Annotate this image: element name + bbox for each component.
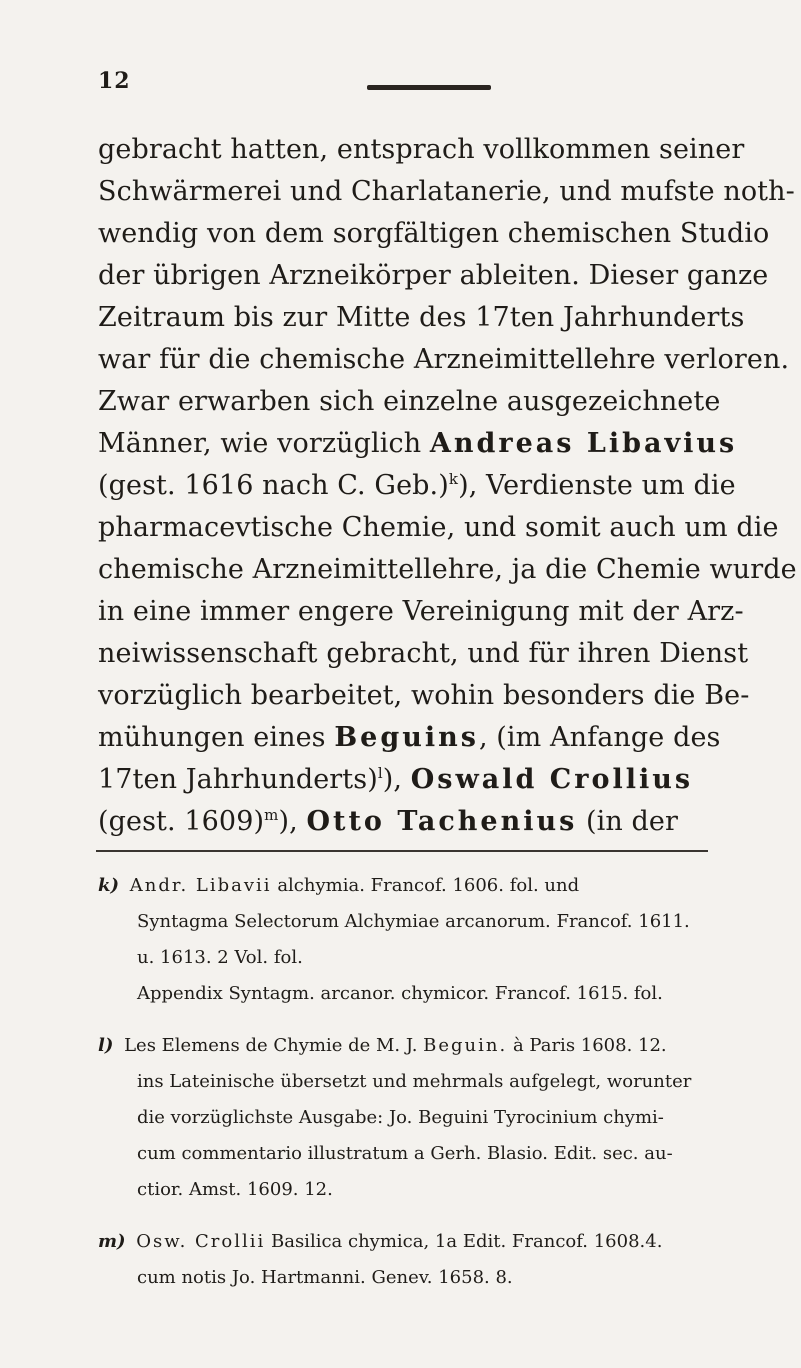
footnote-line bbox=[98, 1032, 667, 1060]
body-line bbox=[98, 424, 737, 464]
footnote-mark: l) bbox=[98, 1035, 114, 1056]
body-line: gebracht hatten, entsprach vollkommen seiner bbox=[98, 134, 745, 165]
person-name: Andreas Libavius bbox=[429, 428, 738, 459]
footnote-ref: m bbox=[264, 806, 279, 824]
footnote-line: ins Lateinische übersetzt und mehrmals aufgelegt, worunter bbox=[137, 1071, 692, 1092]
body-line bbox=[98, 802, 678, 842]
body-text-segment: (gest. 1616 nach C. Geb.) bbox=[98, 470, 449, 501]
body-line: pharmacevtische Chemie, und somit auch um die bbox=[98, 512, 779, 543]
footnote-text: alchymia. Francof. 1606. fol. und bbox=[277, 875, 580, 896]
body-text-segment: ), Verdienste um die bbox=[458, 470, 736, 501]
body-line: Zeitraum bis zur Mitte des 17ten Jahrhunderts bbox=[98, 302, 745, 333]
body-text-segment: ), bbox=[382, 764, 403, 795]
footnote-line: ctior. Amst. 1609. 12. bbox=[137, 1179, 333, 1200]
body-line bbox=[98, 718, 721, 758]
footnote-author: Beguin. bbox=[423, 1035, 508, 1056]
body-line: war für die chemische Arzneimittellehre verloren. bbox=[98, 344, 790, 375]
footnote-text: à Paris 1608. 12. bbox=[512, 1035, 667, 1056]
body-line bbox=[98, 466, 736, 506]
footnote-text: Basilica chymica, 1a Edit. Francof. 1608.4. bbox=[270, 1231, 663, 1252]
header-rule bbox=[367, 85, 491, 90]
footnote-author: Osw. Crollii bbox=[136, 1231, 266, 1252]
footnote-line bbox=[98, 1228, 662, 1256]
body-line: neiwissenschaft gebracht, und für ihren Dienst bbox=[98, 638, 749, 669]
body-text-segment: (gest. 1609) bbox=[98, 806, 265, 837]
person-name: Oswald Crollius bbox=[410, 764, 694, 795]
body-line: Schwärmerei und Charlatanerie, und mufste noth- bbox=[98, 176, 795, 207]
footnote-rule bbox=[96, 850, 708, 852]
body-line: wendig von dem sorgfältigen chemischen Studio bbox=[98, 218, 770, 249]
footnote-author: Andr. Libavii bbox=[129, 875, 272, 896]
page-number: 12 bbox=[98, 68, 131, 94]
footnote-line: Appendix Syntagm. arcanor. chymicor. Francof. 1615. fol. bbox=[137, 983, 663, 1004]
footnote-text: Les Elemens de Chymie de M. J. bbox=[124, 1035, 418, 1056]
footnote-line: Syntagma Selectorum Alchymiae arcanorum. Francof. 1611. bbox=[137, 911, 690, 932]
body-text-segment: (in der bbox=[586, 806, 679, 837]
body-text-segment: Männer, wie vorzüglich bbox=[98, 428, 422, 459]
footnote-line bbox=[98, 872, 579, 900]
body-line: vorzüglich bearbeitet, wohin besonders die Be- bbox=[98, 680, 750, 711]
body-text-segment: mühungen eines bbox=[98, 722, 326, 753]
footnote-ref: k bbox=[448, 470, 459, 488]
body-line: Zwar erwarben sich einzelne ausgezeichnete bbox=[98, 386, 721, 417]
footnote-line: cum notis Jo. Hartmanni. Genev. 1658. 8. bbox=[137, 1267, 513, 1288]
footnote-line: die vorzüglichste Ausgabe: Jo. Beguini Tyrocinium chymi- bbox=[137, 1107, 664, 1128]
person-name: Otto Tachenius bbox=[306, 806, 578, 837]
person-name: Beguins bbox=[334, 722, 479, 753]
body-line: chemische Arzneimittellehre, ja die Chemie wurde bbox=[98, 554, 797, 585]
body-line bbox=[98, 760, 693, 800]
footnote-line: cum commentario illustratum a Gerh. Blasio. Edit. sec. au- bbox=[137, 1143, 673, 1164]
body-line: in eine immer engere Vereinigung mit der Arz- bbox=[98, 596, 744, 627]
body-text-segment: , (im Anfange des bbox=[478, 722, 721, 753]
body-text-segment: 17ten Jahrhunderts) bbox=[98, 764, 378, 795]
body-text-segment: ), bbox=[278, 806, 298, 837]
footnote-ref: l bbox=[377, 764, 383, 782]
footnote-line: u. 1613. 2 Vol. fol. bbox=[137, 947, 303, 968]
footnote-mark: k) bbox=[98, 875, 119, 896]
body-line: der übrigen Arzneikörper ableiten. Dieser ganze bbox=[98, 260, 769, 291]
footnote-mark: m) bbox=[98, 1231, 126, 1252]
